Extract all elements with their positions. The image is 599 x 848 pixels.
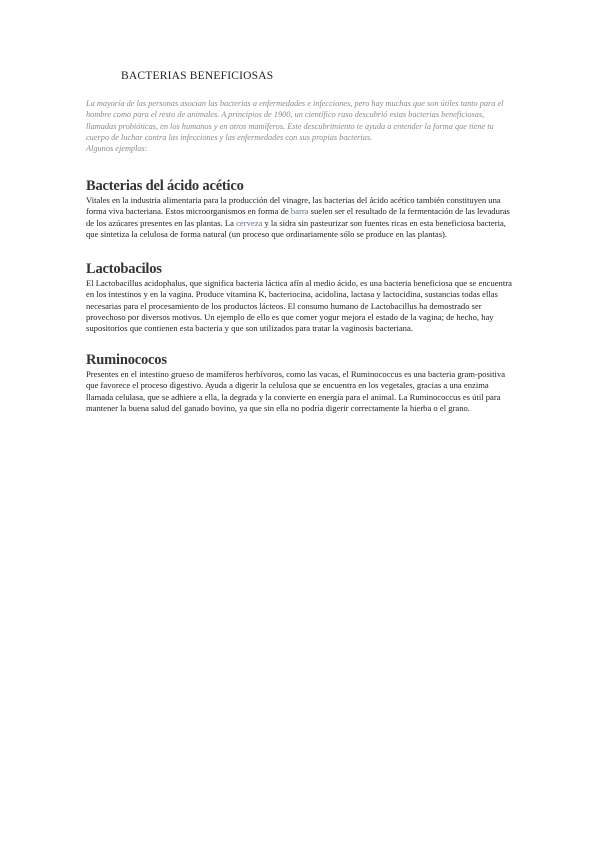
body-text: Vitales en la industria alimentaria para la producción del vinagre, las bacterias del ácido acético también constituyen una forma viva bacteriana. Estos microorganismos en forma de — [86, 195, 501, 217]
link-cerveza[interactable]: cerveza — [236, 217, 263, 228]
link-barra[interactable]: barra — [290, 206, 309, 217]
section-lactobacilos — [86, 261, 516, 334]
document-title: BACTERIAS BENEFICIOSAS — [121, 70, 274, 82]
section-body: El Lactobacillus acidophalus, que significa bacteria láctica afín al medio ácido, es una bacteria beneficiosa que se encuentra en los intestinos y en la vagina. Produce vitamina K, bacteriocina, acidolina, lactasa y lactocidina, sustancias todas ellas necesarias para el procesamiento de los productos lácteos. El consumo humano de Lactobacillus ha demostrado ser provechoso por diversos motivos. Un ejemplo de ello es que comer yogur mejora el estado de la vagina; de hecho, hay supositorios que contienen esta bacteria y que son utilizados para tratar la vaginosis bacteriana. — [86, 278, 512, 334]
section-heading: Lactobacilos — [86, 261, 162, 277]
intro-paragraph: La mayoría de las personas asocian las bacterias a enfermedades e infecciones, pero hay muchas que son útiles tanto para el hombre como para el resto de animales. A principios de 1900, un científico ruso descubrió estas bacterias beneficiosas, llamadas probióticas, en los humanos y en otros mamíferos. Este descubrimiento te ayuda a entender la forma que tiene tu cuerpo de luchar contra las infecciones y las enfermedades con sus propias bacterias. — [86, 99, 504, 142]
intro-block — [86, 98, 516, 154]
body-text: suelen ser el resultado de la fermentación de las levaduras de los azúcares presentes en las plantas. La — [86, 206, 510, 228]
section-ruminococos — [86, 352, 516, 414]
section-acetic-acid-bacteria — [86, 178, 516, 240]
section-body — [86, 195, 516, 240]
section-body: Presentes en el intestino grueso de mamíferos herbívoros, como las vacas, el Ruminococcus es una bacteria gram-positiva que favorece el proceso digestivo. Ayuda a digerir la celulosa que se encuentra en los vegetales, gracias a una enzima llamada celulasa, que se adhiere a ella, la degrada y la convierte en energía para el animal. La Ruminococcus es útil para mantener la buena salud del ganado bovino, ya que sin ella no podría digerir correctamente la hierba o el grano. — [86, 369, 506, 413]
section-heading: Bacterias del ácido acético — [86, 178, 244, 194]
section-heading: Ruminococos — [86, 352, 167, 368]
body-text: y la sidra sin pasteurizar son fuentes ricas en esta beneficiosa bacteria, que sintetiza la celulosa de forma natural (un proceso que ordinariamente sólo se produce en las plantas). — [86, 217, 506, 239]
examples-label: Algunos ejemplos: — [86, 144, 148, 154]
